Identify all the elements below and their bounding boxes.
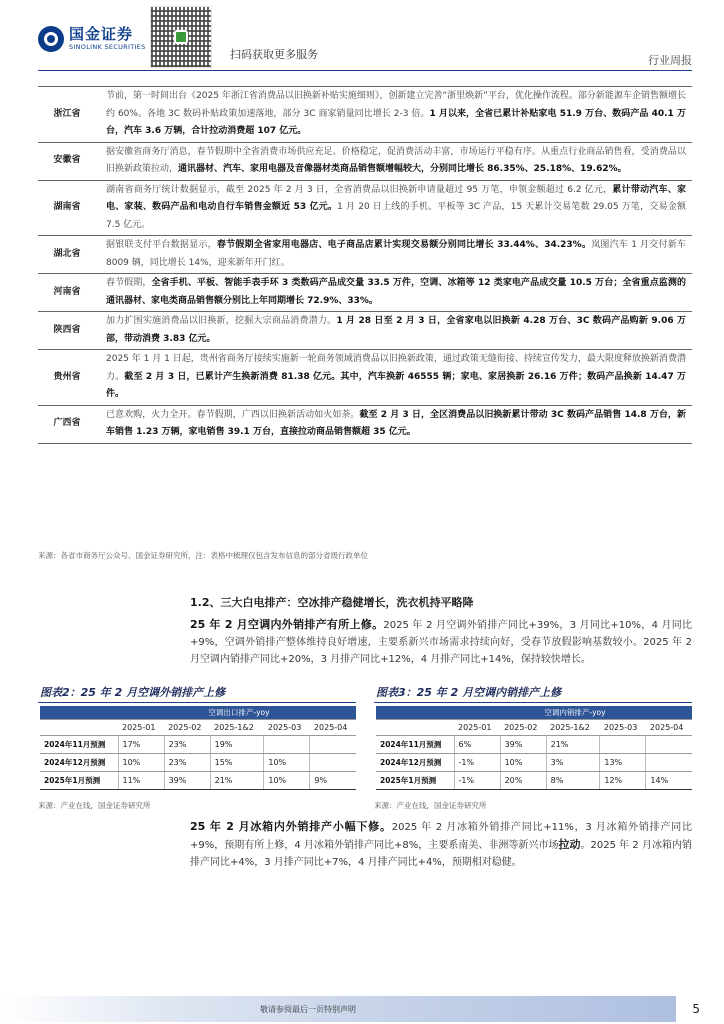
- table-cell: 21%: [546, 735, 600, 753]
- table-row: [40, 753, 356, 771]
- document-type: 行业周报: [648, 54, 692, 67]
- table-cell: 10%: [264, 771, 310, 789]
- header-divider: [38, 70, 692, 71]
- table-cell: 11%: [118, 771, 164, 789]
- column-header: 2025-03: [264, 719, 310, 735]
- province-name: 广西省: [38, 405, 96, 443]
- province-highlight: 1 月以来，全省已累计补贴家电 51.9 万台、数码产品 40.1 万台，汽车 3.6 万辆，合计拉动消费超 107 亿元。: [106, 108, 686, 136]
- table-cell: 6%: [454, 735, 500, 753]
- page-header: [0, 0, 724, 74]
- province-name: 贵州省: [38, 350, 96, 406]
- province-name: 安徽省: [38, 142, 96, 180]
- province-description: [96, 87, 692, 143]
- column-header: 2025-02: [164, 719, 210, 735]
- province-name: 湖南省: [38, 180, 96, 236]
- table-cell: 10%: [264, 753, 310, 771]
- province-description: [96, 350, 692, 406]
- table-cell: -1%: [454, 753, 500, 771]
- province-text: 据银联支付平台数据显示，: [106, 240, 217, 250]
- province-tail: 1 月 20 日上线的手机、平板等 3C 产品，15 天累计交易笔数 29.05 万笔，交易金额 7.5 亿元。: [106, 202, 686, 230]
- province-tail: 岚图汽车 1 月交付新车 8009 辆，同比增长 14%，迎来新年开门红。: [106, 240, 686, 268]
- province-highlight: 春节假期全省家用电器店、电子商品店累计实现交易额分别同比增长 33.44%、34.23%。: [216, 240, 592, 250]
- table-row: [40, 771, 356, 789]
- table-cell: 10%: [500, 753, 546, 771]
- paragraph-body: 2025 年 2 月空调外销排产同比+39%，3 月同比+10%，4 月同比+9%，空调外销排产整体维持良好增速，主要系新兴市场需求持续向好，受春节放假影响基数较小。2025 年 2 月空调内销排产同比+20%，3 月排产同比+12%，4 月排产同比+14%，保持较快增长。: [190, 620, 693, 665]
- table-cell: 23%: [164, 753, 210, 771]
- qr-caption: 扫码获取更多服务: [230, 48, 318, 61]
- table-row: [376, 735, 692, 753]
- column-header: 2025-04: [646, 719, 692, 735]
- table-row: [376, 771, 692, 789]
- paragraph-lead: 25 年 2 月冰箱内外销排产小幅下修。: [190, 820, 392, 833]
- table-header-row: [376, 719, 692, 735]
- row-label: 2024年12月预测: [376, 753, 454, 771]
- table-cell: [310, 753, 356, 771]
- province-description: [96, 180, 692, 236]
- table-cell: 3%: [546, 753, 600, 771]
- page-number: 5: [692, 1002, 700, 1016]
- province-description: [96, 142, 692, 180]
- province-highlight: 1 月 28 日至 2 月 3 日，全省家电以旧换新 4.28 万台、3C 数码产品购新 9.06 万部，带动消费 3.83 亿元。: [106, 316, 686, 344]
- table-caption-row: [376, 706, 692, 719]
- paragraph-fridge-production: [190, 818, 692, 871]
- province-text: 据安徽省商务厅消息，春节假期中全省消费市场供应充足、价格稳定，促消费活动丰富，市场运行平稳有序。从重点行业商品销售看，受消费品以旧换新政策拉动，: [106, 146, 686, 174]
- row-label: 2025年1月预测: [376, 771, 454, 789]
- province-text: 加力扩围实施消费品以旧换新，挖掘大宗商品消费潜力。: [106, 316, 337, 326]
- column-header: 2025-01: [118, 719, 164, 735]
- paragraph-body: 2025 年 2 月冰箱外销排产同比+11%，3 月冰箱外销排产同比+9%，预期有所上修，4 月冰箱外销排产同比+8%，主要系南美、非洲等新兴市场: [190, 822, 693, 851]
- paragraph-emphasis: 拉动: [558, 838, 581, 851]
- province-row: [38, 236, 692, 274]
- table-cell: 39%: [500, 735, 546, 753]
- column-header: 2025-03: [600, 719, 646, 735]
- column-header: [376, 719, 454, 735]
- province-text: 节前，第一时间出台《2025 年浙江省消费品以旧换新补贴实施细则》，创新建立完善“浙里焕新”平台，优化操作流程。部分新能源车企销售额增长约 60%。各地 3C 数码补贴政策加速落地，部分 3C 商家销量同比增长 2-3 倍。: [106, 91, 686, 119]
- footer-disclaimer: 敬请参阅最后一页特别声明: [260, 1005, 356, 1014]
- table-cell: [646, 753, 692, 771]
- province-description: [96, 274, 692, 312]
- row-label: 2024年12月预测: [40, 753, 118, 771]
- table-cell: 20%: [500, 771, 546, 789]
- province-description: [96, 236, 692, 274]
- figure-3-source: 来源：产业在线，国金证券研究所: [374, 801, 487, 810]
- figure-2-table: [40, 706, 356, 790]
- table-cell: 13%: [600, 753, 646, 771]
- table-cell: [646, 735, 692, 753]
- table-cell: [600, 735, 646, 753]
- province-description: [96, 312, 692, 350]
- table-source-note: 来源：各省市商务厅公众号、国金证券研究所，注：表格中梳理仅包含发布信息的部分省级行政单位: [38, 551, 368, 560]
- column-header: [40, 719, 118, 735]
- table-cell: 39%: [164, 771, 210, 789]
- province-row: [38, 274, 692, 312]
- province-highlight: 全省手机、平板、智能手表手环 3 类数码产品成交量 33.5 万件，空调、冰箱等 12 类家电产品成交量 10.5 万台；全省重点监测的通讯器材、家电类商品销售额分别比上年同期增长 72.9%、33%。: [106, 278, 686, 306]
- figure-2-source: 来源：产业在线，国金证券研究所: [38, 801, 151, 810]
- table-header-row: [40, 719, 356, 735]
- paragraph-body: 。2025 年 2 月冰箱内销排产同比+4%，3 月排产同比+7%，4 月排产同比+4%，预期相对稳健。: [190, 840, 693, 868]
- table-cell: 10%: [118, 753, 164, 771]
- column-header: 2025-02: [500, 719, 546, 735]
- table-row: [40, 735, 356, 753]
- company-logo: [38, 26, 146, 52]
- province-text: 2025 年 1 月 1 日起，贵州省商务厅接续实施新一轮商务领域消费品以旧换新政策，通过政策无缝衔接、持续宣传发力，最大限度释放换新消费潜力。: [106, 354, 686, 382]
- table-caption: 空调内销排产-yoy: [454, 706, 692, 719]
- province-name: 河南省: [38, 274, 96, 312]
- column-header: 2025-1&2: [210, 719, 264, 735]
- figure-3-rule: [374, 702, 692, 703]
- province-description: [96, 405, 692, 443]
- logo-en-text: SINOLINK SECURITIES: [69, 43, 146, 52]
- province-highlight: 截至 2 月 3 日，全区消费品以旧换新累计带动 3C 数码产品销售 14.8 万台，新车销售 1.23 万辆，家电销售 39.1 万台，直接拉动商品销售额超 35 亿元。: [106, 409, 686, 437]
- province-row: [38, 312, 692, 350]
- table-cell: 15%: [210, 753, 264, 771]
- row-label: 2025年1月预测: [40, 771, 118, 789]
- row-label: 2024年11月预测: [376, 735, 454, 753]
- province-text: 湖南省商务厅统计数据显示，截至 2025 年 2 月 3 日，全省消费品以旧换新申请量超过 95 万笔，申领金额超过 6.2 亿元，: [106, 184, 613, 195]
- province-row: [38, 350, 692, 406]
- logo-icon: [38, 26, 64, 52]
- table-cell: [264, 735, 310, 753]
- table-cell: 8%: [546, 771, 600, 789]
- province-text: 春节假期，: [106, 278, 152, 288]
- wechat-icon: [174, 30, 188, 44]
- table-cell: -1%: [454, 771, 500, 789]
- province-highlight: 通讯器材、汽车、家用电器及音像器材类商品销售额增幅较大，分别同比增长 86.35%、25.18%、19.62%。: [178, 164, 627, 174]
- province-highlight: 截至 2 月 3 日，已累计产生换新消费 81.38 亿元。其中，汽车换新 46555 辆；家电、家居换新 26.16 万件；数码产品换新 14.47 万件。: [106, 371, 686, 399]
- figure-3-title: 图表3：25 年 2 月空调内销排产上修: [376, 686, 562, 699]
- figure-2-rule: [38, 702, 356, 703]
- table-row: [376, 753, 692, 771]
- province-text: 已意欢购，火力全开。春节假期，广西以旧换新活动如火如荼。: [106, 409, 360, 420]
- table-cell: 23%: [164, 735, 210, 753]
- table-cell: 21%: [210, 771, 264, 789]
- table-cell: 17%: [118, 735, 164, 753]
- province-row: [38, 142, 692, 180]
- table-caption-row: [40, 706, 356, 719]
- table-caption: 空调出口排产-yoy: [118, 706, 356, 719]
- column-header: 2025-04: [310, 719, 356, 735]
- table-cell: 14%: [646, 771, 692, 789]
- province-row: [38, 87, 692, 143]
- column-header: 2025-1&2: [546, 719, 600, 735]
- table-cell: [310, 735, 356, 753]
- province-highlight: 累计带动汽车、家电、家装、数码产品和电动自行车销售金额近 53 亿元。: [106, 184, 686, 212]
- page-footer: [0, 996, 724, 1024]
- figure-2-title: 图表2：25 年 2 月空调外销排产上修: [40, 686, 226, 699]
- province-row: [38, 405, 692, 443]
- paragraph-lead: 25 年 2 月空调内外销排产有所上修。: [190, 618, 384, 631]
- table-cell: 9%: [310, 771, 356, 789]
- table-cell: 12%: [600, 771, 646, 789]
- logo-cn-text: 国金证券: [69, 25, 134, 44]
- section-title: 1.2、三大白电排产：空冰排产稳健增长，洗衣机持平略降: [190, 596, 474, 609]
- row-label: 2024年11月预测: [40, 735, 118, 753]
- column-header: 2025-01: [454, 719, 500, 735]
- figure-3-table: [376, 706, 692, 790]
- province-policy-table: [38, 86, 692, 444]
- table-cell: 19%: [210, 735, 264, 753]
- province-row: [38, 180, 692, 236]
- province-name: 湖北省: [38, 236, 96, 274]
- paragraph-ac-production: [190, 616, 692, 668]
- province-name: 陕西省: [38, 312, 96, 350]
- province-name: 浙江省: [38, 87, 96, 143]
